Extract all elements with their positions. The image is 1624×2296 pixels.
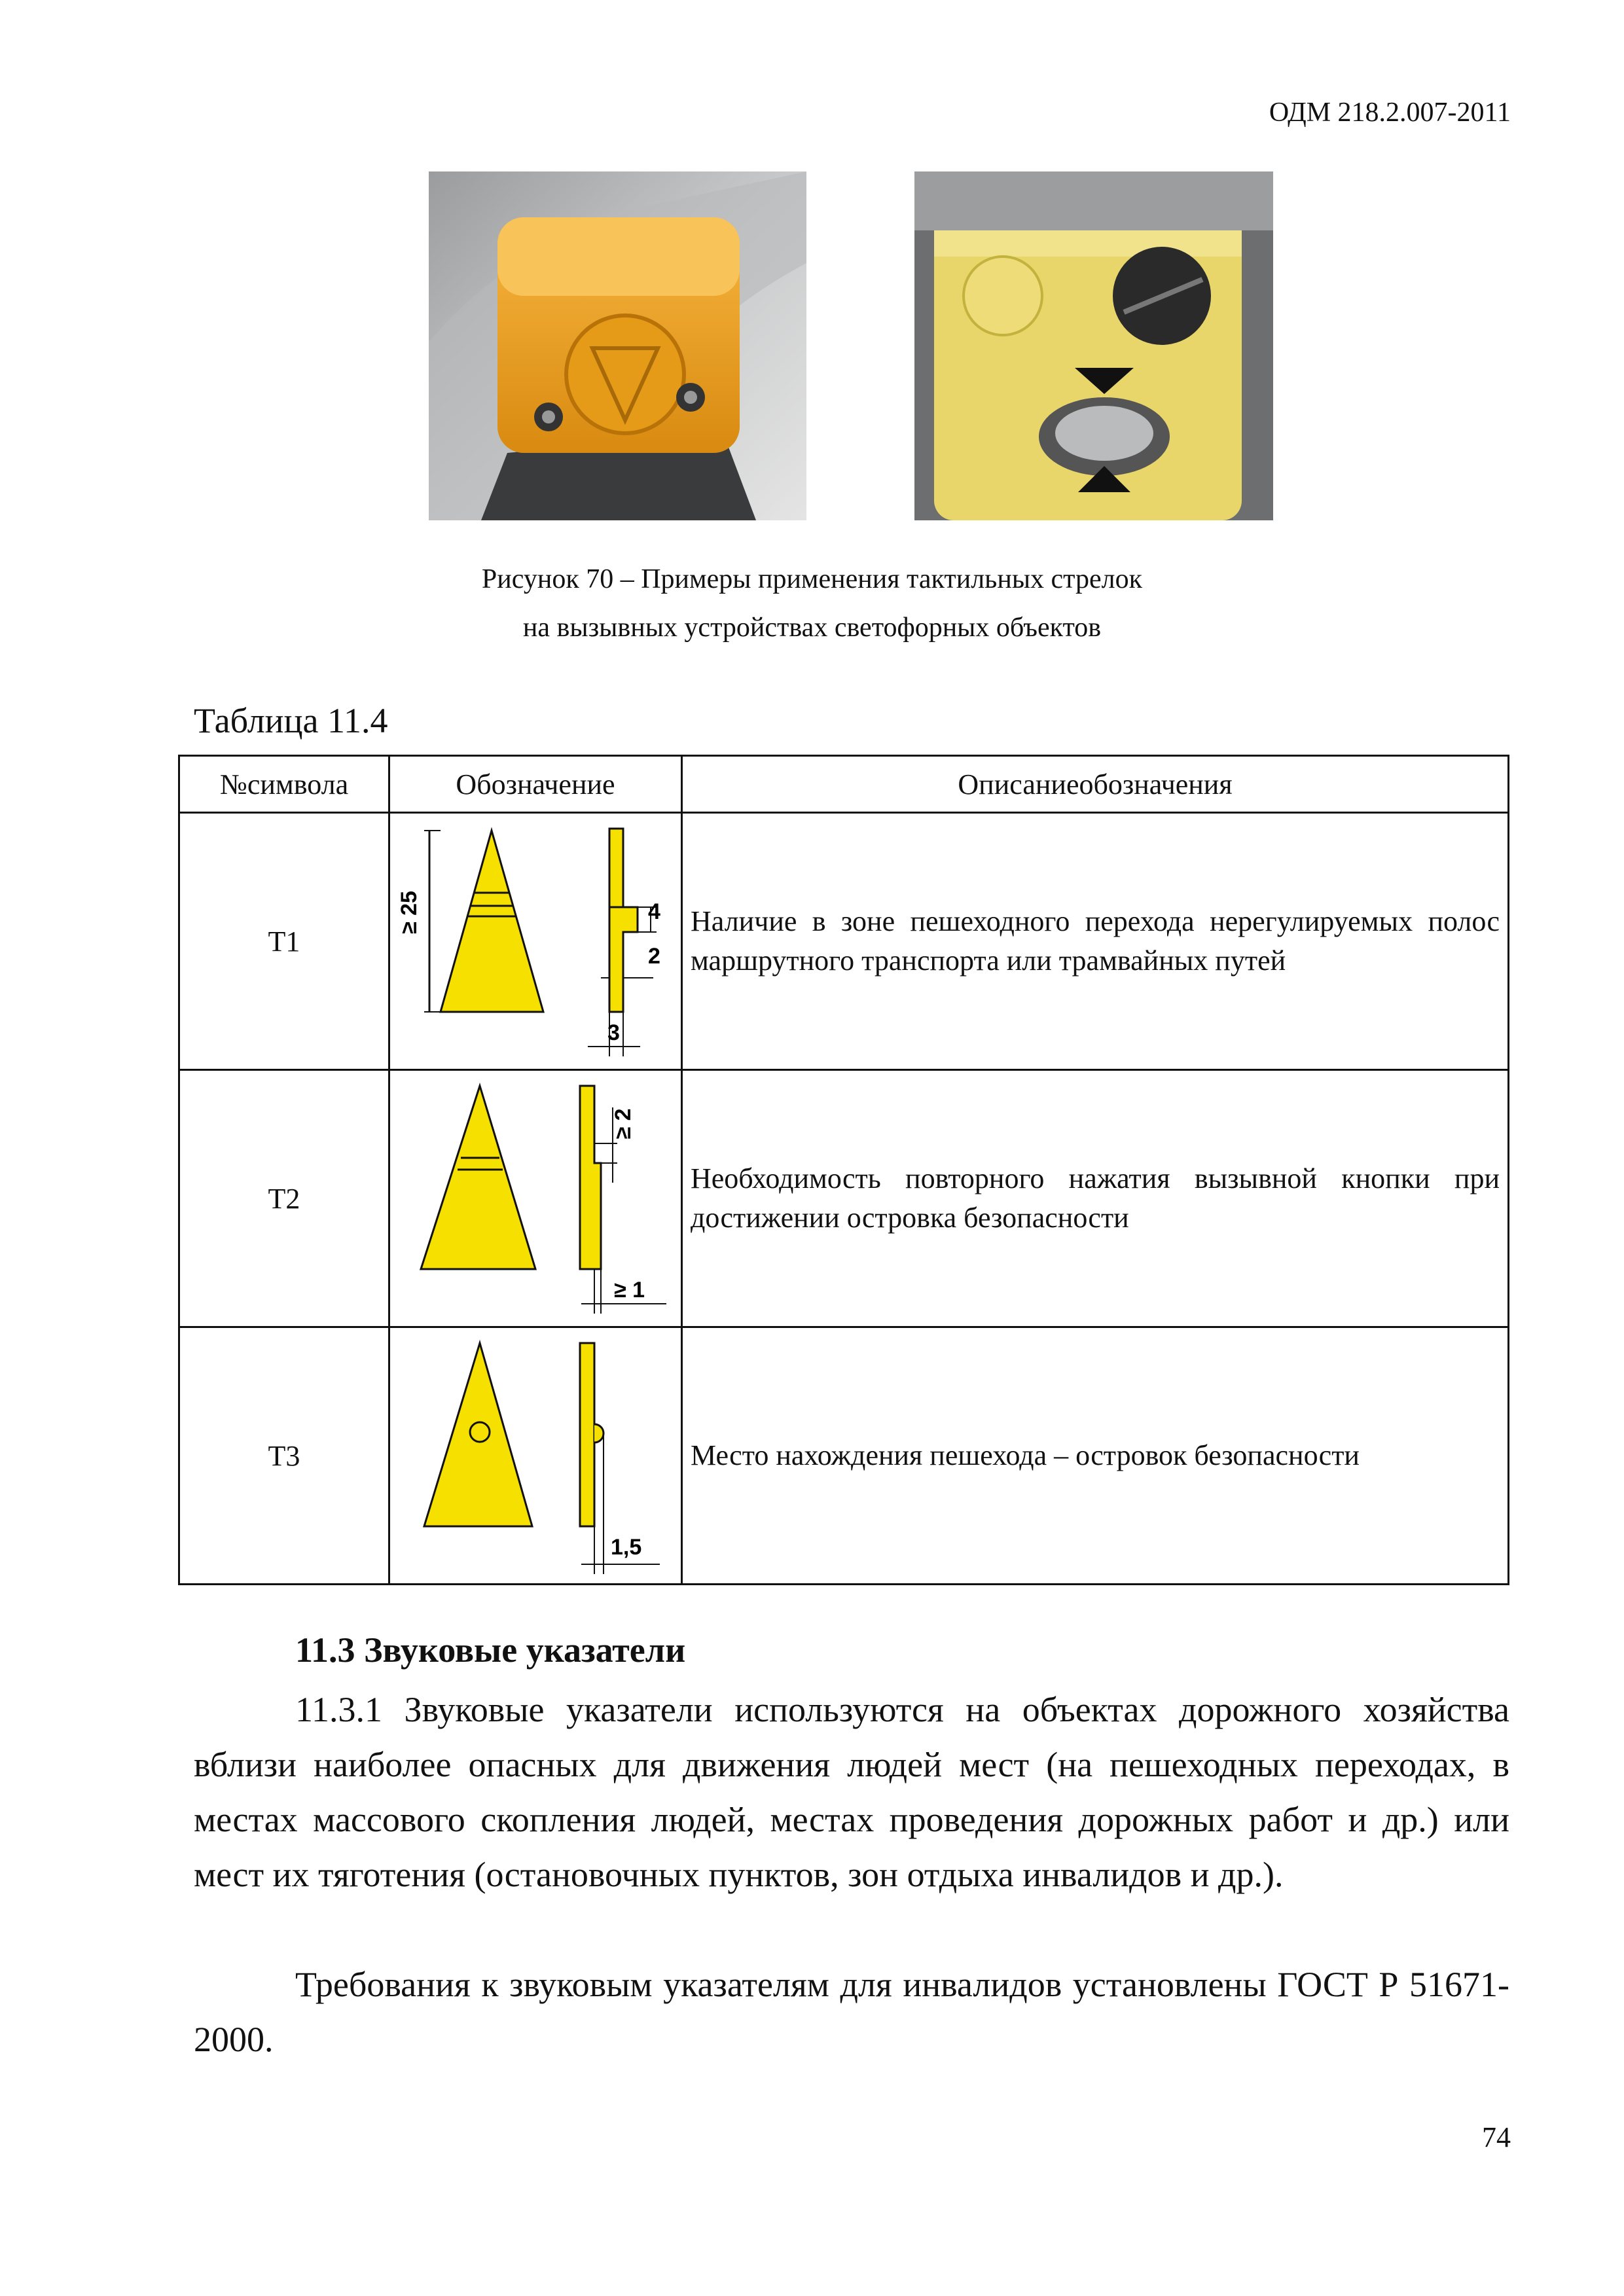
figure-caption — [0, 555, 1624, 652]
symbol-description: Место нахождения пешехода – островок безопасности — [682, 1327, 1509, 1585]
table-row — [179, 813, 1509, 1070]
header-designation: Обозначение — [389, 756, 682, 813]
figure-caption-line1: Рисунок 70 – Примеры применения тактильных стрелок — [481, 564, 1143, 594]
symbol-drawing-t3 — [389, 1327, 682, 1585]
symbol-code: Т3 — [179, 1327, 389, 1585]
symbols-table — [178, 755, 1509, 1585]
dim-offset-label: 2 — [648, 944, 660, 969]
dim-step-label: 4 — [648, 899, 660, 924]
dim-width-label: 1,5 — [611, 1535, 642, 1560]
page-number: 74 — [1482, 2121, 1511, 2153]
photo-yellow-call-device — [914, 171, 1273, 520]
symbol-description: Наличие в зоне пешеходного перехода нерегулируемых полос маршрутного транспорта или трамвайных путей — [682, 813, 1509, 1070]
symbol-code: Т1 — [179, 813, 389, 1070]
dim-width-label: ≥ 1 — [614, 1278, 645, 1302]
section-title: 11.3 Звуковые указатели — [295, 1630, 686, 1670]
symbol-code: Т2 — [179, 1070, 389, 1327]
dim-height-label: ≥ 25 — [397, 891, 422, 934]
photo-orange-call-device — [429, 171, 806, 520]
table-title: Таблица 11.4 — [194, 701, 388, 740]
header-symbol-number: №символа — [179, 756, 389, 813]
document-id: ОДМ 218.2.007-2011 — [1269, 98, 1511, 128]
table-row — [179, 1070, 1509, 1327]
table-row — [179, 1327, 1509, 1585]
symbol-description: Необходимость повторного нажатия вызывной кнопки при достижении островка безопасности — [682, 1070, 1509, 1327]
dim-step-label: ≥ 2 — [611, 1108, 636, 1139]
table-header-row — [179, 756, 1509, 813]
paragraph: Требования к звуковым указателям для инвалидов установлены ГОСТ Р 51671-2000. — [194, 1965, 1509, 2059]
figure-caption-line2: на вызывных устройствах светофорных объектов — [522, 613, 1102, 643]
paragraph: 11.3.1 Звуковые указатели используются на объектах дорожного хозяйства вблизи наиболее опасных для движения людей мест (на пешеходных переходах, в местах массового скопления людей, местах проведения дорожных работ и др.) или мест их тяготения (остановочных пунктов, зон отдыха инвалидов и др.). — [194, 1690, 1509, 1894]
header-description: Описаниеобозначения — [682, 756, 1509, 813]
symbol-drawing-t2 — [389, 1070, 682, 1327]
dim-width-label: 3 — [607, 1020, 620, 1045]
symbol-drawing-t1 — [389, 813, 682, 1070]
